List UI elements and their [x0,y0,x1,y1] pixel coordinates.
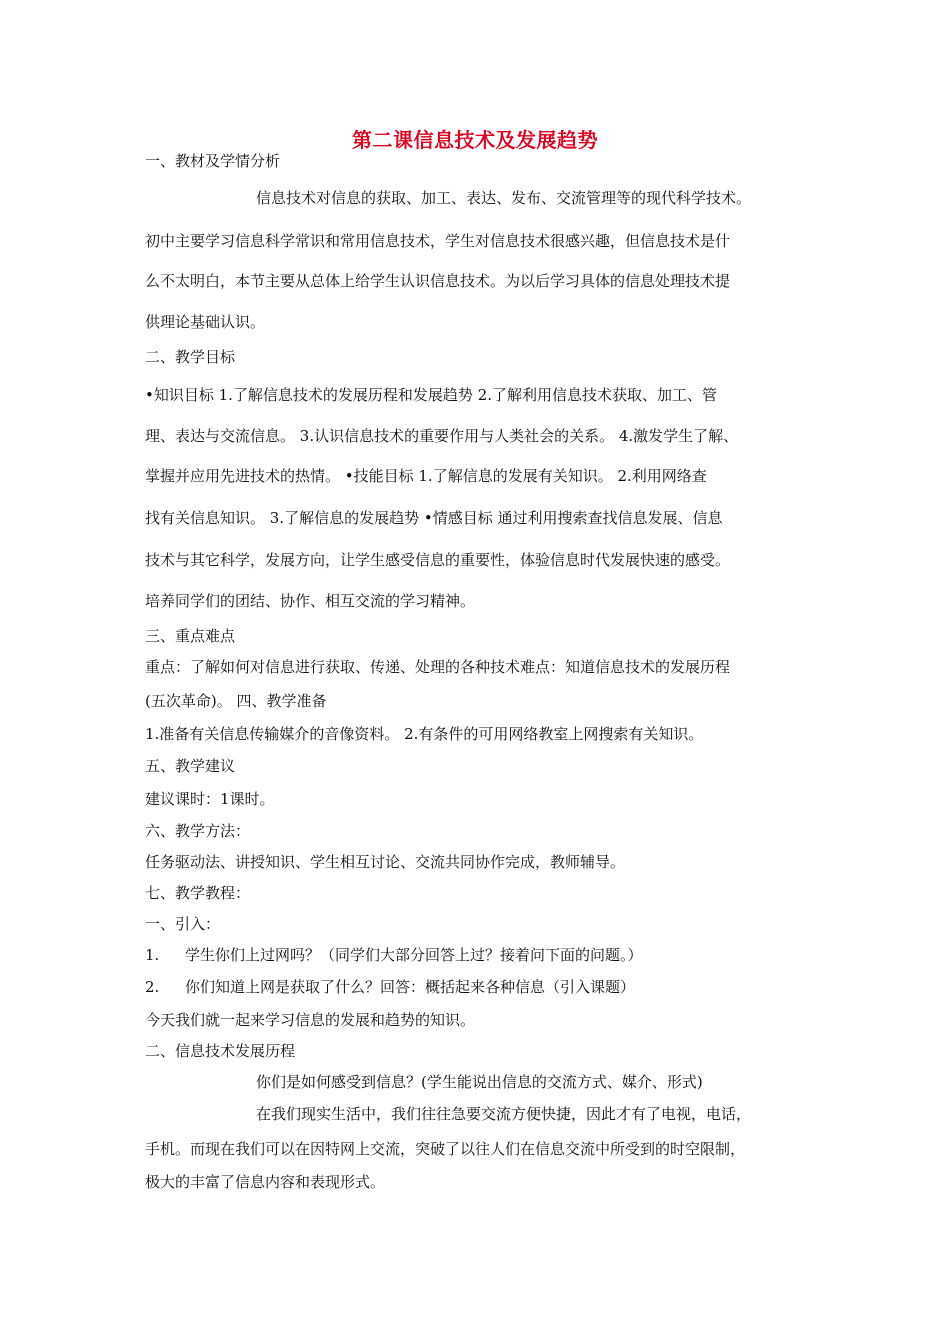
section-heading-key-points: 三、重点难点 [145,627,236,645]
list-item-number: 1. [145,946,160,964]
section-heading-suggestions: 五、教学建议 [145,757,236,775]
paragraph-line: (五次革命)。 四、教学准备 [145,692,327,710]
paragraph-line: 手机。而现在我们可以在因特网上交流，突破了以往人们在信息交流中所受到的时空限制， [145,1140,746,1158]
paragraph-line: 建议课时：1课时。 [145,790,275,808]
paragraph-line: 掌握并应用先进技术的热情。 •技能目标 1.了解信息的发展有关知识。 2.利用网络查 [145,467,707,485]
paragraph-line: 供理论基础认识。 [145,313,266,331]
list-item-number: 2. [145,978,160,996]
section-heading-procedure: 七、教学教程： [145,884,251,902]
paragraph-line: 重点：了解如何对信息进行获取、传递、处理的各种技术难点：知道信息技术的发展历程 [145,658,731,676]
paragraph-line: •知识目标 1.了解信息技术的发展历程和发展趋势 2.了解利用信息技术获取、加工、管 [145,386,718,404]
paragraph-line: 今天我们就一起来学习信息的发展和趋势的知识。 [145,1011,476,1029]
list-item [145,946,643,964]
list-item [145,978,635,996]
paragraph-line: 初中主要学习信息科学常识和常用信息技术，学生对信息技术很感兴趣，但信息技术是什 [145,232,731,250]
paragraph-line: 理、表达与交流信息。 3.认识信息技术的重要作用与人类社会的关系。 4.激发学生了解、 [145,427,739,445]
paragraph-line: 么不太明白，本节主要从总体上给学生认识信息技术。为以后学习具体的信息处理技术提 [145,272,731,290]
paragraph-line: 极大的丰富了信息内容和表现形式。 [145,1173,386,1191]
subsection-heading-intro: 一、引入： [145,915,221,933]
paragraph-line: 找有关信息知识。 3.了解信息的发展趋势 •情感目标 通过利用搜索查找信息发展、信息 [145,509,723,527]
paragraph-line: 在我们现实生活中，我们往往急要交流方便快捷，因此才有了电视，电话， [256,1105,752,1123]
paragraph-line: 任务驱动法、讲授知识、学生相互讨论、交流共同协作完成，教师辅导。 [145,853,626,871]
list-item-text: 你们知道上网是获取了什么？回答：概括起来各种信息（引入课题） [185,978,636,996]
paragraph-line: 培养同学们的团结、协作、相互交流的学习精神。 [145,592,476,610]
paragraph-line: 你们是如何感受到信息？(学生能说出信息的交流方式、媒介、形式) [256,1073,703,1091]
section-heading-objectives: 二、教学目标 [145,348,236,366]
paragraph-line: 技术与其它科学，发展方向，让学生感受信息的重要性，体验信息时代发展快速的感受。 [145,551,731,569]
subsection-heading-history: 二、信息技术发展历程 [145,1042,296,1060]
list-item-text: 学生你们上过网吗？（同学们大部分回答上过？接着问下面的问题。） [185,946,643,964]
paragraph-line: 1.准备有关信息传输媒介的音像资料。 2.有条件的可用网络教室上网搜索有关知识。 [145,725,704,743]
document-title: 第二课信息技术及发展趋势 [352,128,598,152]
section-heading-methods: 六、教学方法： [145,822,251,840]
section-heading-analysis: 一、教材及学情分析 [145,152,281,170]
paragraph-line: 信息技术对信息的获取、加工、表达、发布、交流管理等的现代科学技术。 [256,189,752,207]
